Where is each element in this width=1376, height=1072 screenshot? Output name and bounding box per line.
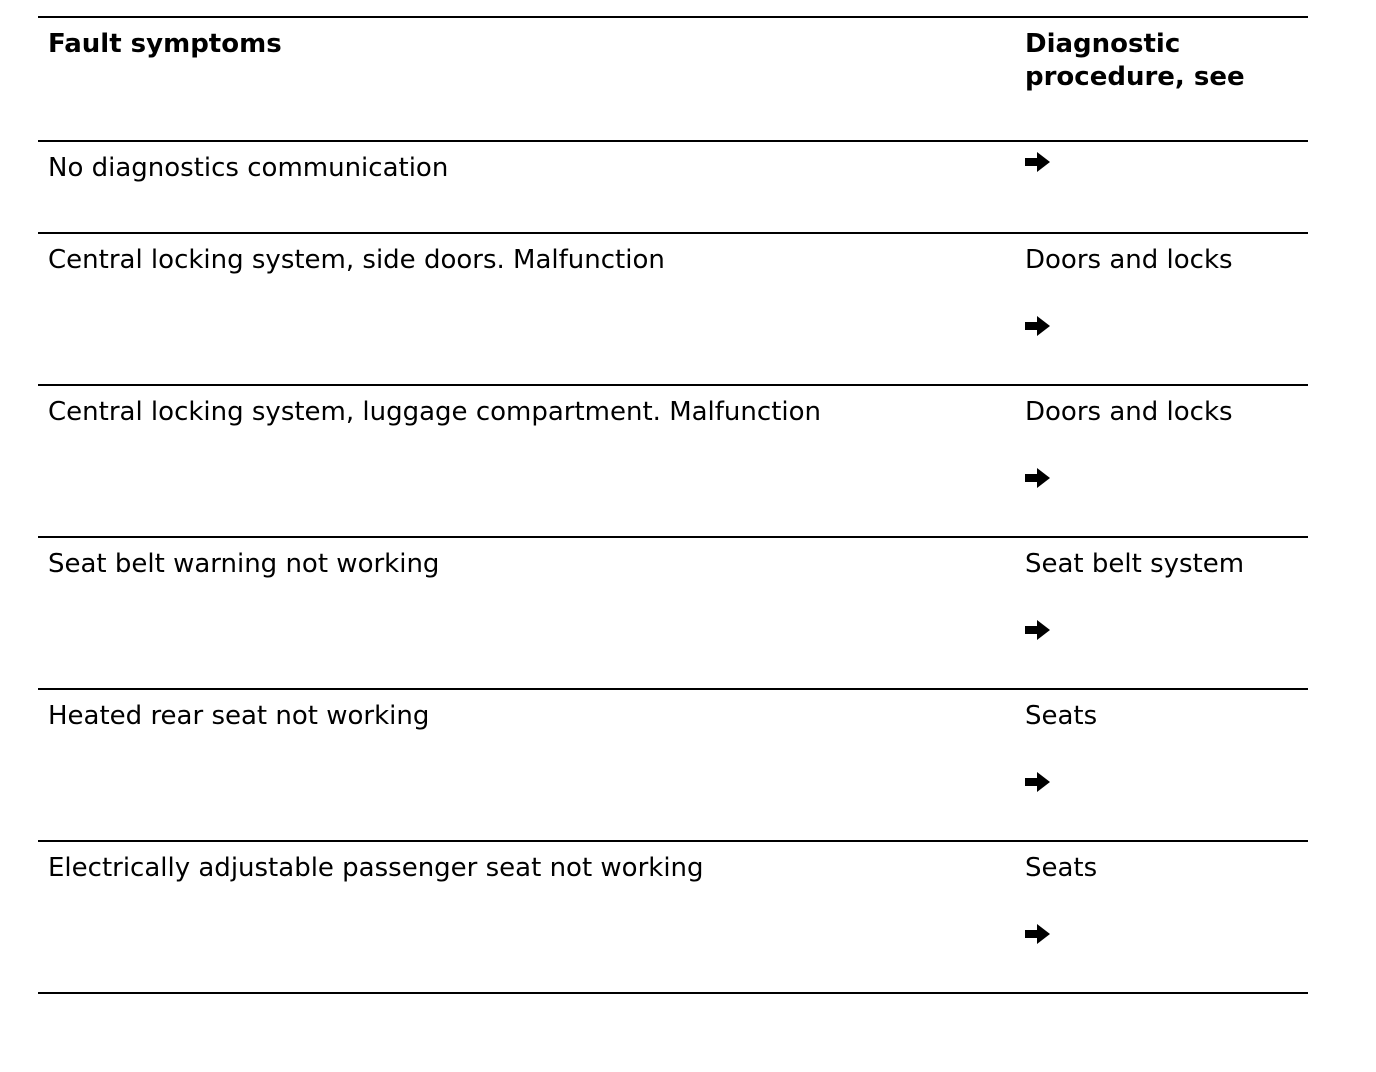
table-row-procedure[interactable]: Doors and locks xyxy=(1025,245,1233,275)
row-rule xyxy=(38,688,1308,690)
table-row-procedure[interactable]: Seats xyxy=(1025,853,1098,883)
row-rule xyxy=(38,384,1308,386)
table-row-symptom: Central locking system, side doors. Malfunction xyxy=(48,245,665,275)
arrow-right-icon[interactable] xyxy=(1024,466,1052,490)
table-row-procedure[interactable]: Doors and locks xyxy=(1025,397,1233,427)
table-row-symptom: Heated rear seat not working xyxy=(48,701,430,731)
arrow-right-icon[interactable] xyxy=(1024,314,1052,338)
table-row-procedure[interactable]: Seat belt system xyxy=(1025,549,1245,579)
header-rule xyxy=(38,140,1308,142)
table-row-symptom: Seat belt warning not working xyxy=(48,549,440,579)
arrow-right-icon[interactable] xyxy=(1024,618,1052,642)
row-rule xyxy=(38,840,1308,842)
row-rule xyxy=(38,232,1308,234)
header-fault-symptoms: Fault symptoms xyxy=(48,29,282,59)
table-row-symptom: Central locking system, luggage compartment. Malfunction xyxy=(48,397,821,427)
table-row-symptom: Electrically adjustable passenger seat not working xyxy=(48,853,704,883)
header-diagnostic-procedure xyxy=(1025,28,1245,94)
table-row-symptom: No diagnostics communication xyxy=(48,153,449,183)
header-diagnostic-line-1: Diagnostic xyxy=(1025,29,1181,59)
row-rule xyxy=(38,536,1308,538)
table-top-rule xyxy=(38,16,1308,18)
arrow-right-icon[interactable] xyxy=(1024,770,1052,794)
table-bottom-rule xyxy=(38,992,1308,994)
table-row-procedure[interactable]: Seats xyxy=(1025,701,1098,731)
arrow-right-icon[interactable] xyxy=(1024,150,1052,174)
arrow-right-icon[interactable] xyxy=(1024,922,1052,946)
header-diagnostic-line-2: procedure, see xyxy=(1025,62,1245,92)
